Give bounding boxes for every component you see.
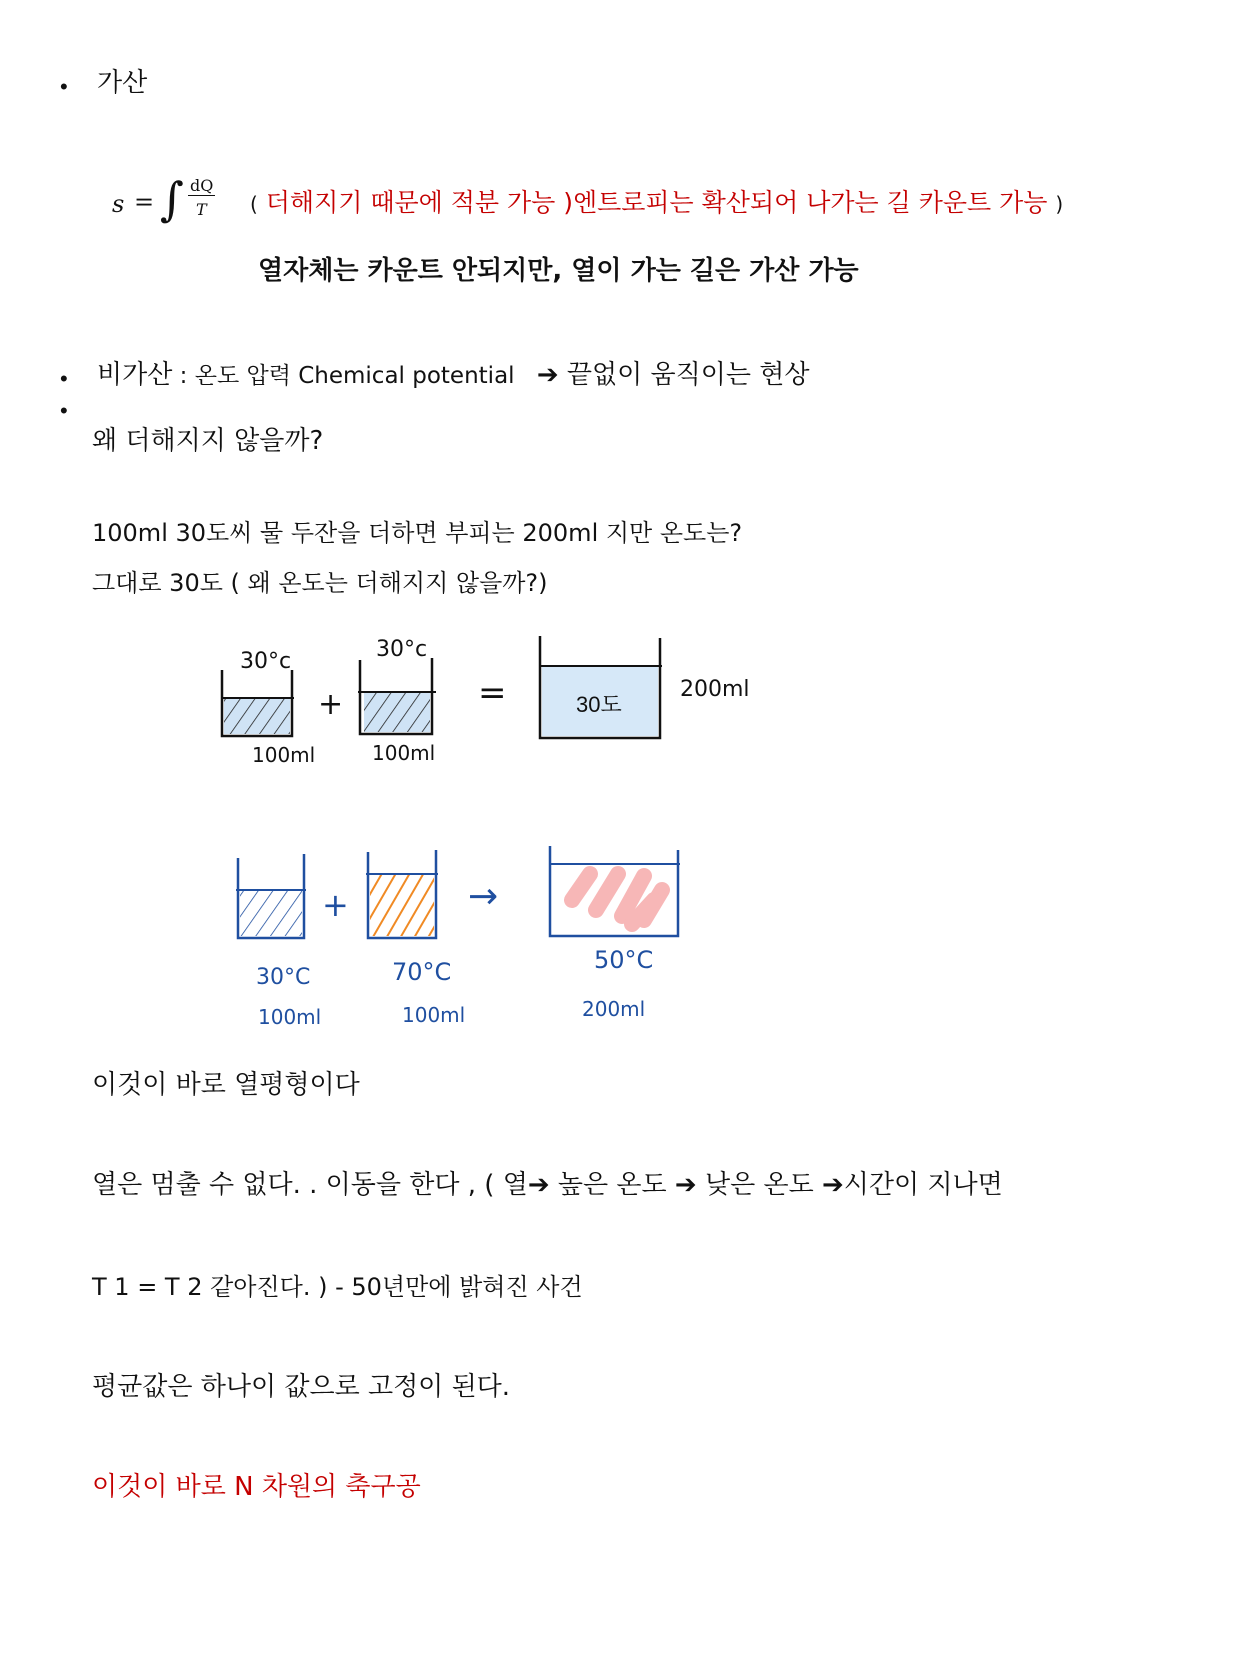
- nonadditive-label: 비가산: [97, 360, 173, 390]
- equilibrium-statement: 이것이 바로 열평형이다: [92, 1070, 360, 1100]
- result-temp-label: 30도: [576, 692, 622, 717]
- result-volume: 200ml: [680, 677, 750, 702]
- cup1-volume: 100ml: [252, 743, 316, 767]
- question-line: 왜 더해지지 않을까?: [92, 426, 324, 456]
- formula-numerator: dQ: [190, 176, 214, 195]
- plus-sign: +: [318, 687, 344, 722]
- formula-note: [250, 186, 1063, 221]
- mixing-diagram-same-temp: [200, 630, 820, 780]
- hot-cup-temp: 70°C: [392, 958, 452, 986]
- bold-statement: 열자체는 카운트 안되지만, 열이 가는 길은 가산 가능: [258, 256, 859, 286]
- right-arrow-icon: ➔: [674, 1170, 697, 1200]
- average-statement: 평균값은 하나이 값으로 고정이 된다.: [92, 1372, 511, 1402]
- result-container: [540, 636, 662, 738]
- heat-flow-line-1: [92, 1168, 1003, 1202]
- formula-denominator: T: [196, 200, 207, 219]
- cold-cup-volume: 100ml: [258, 1005, 322, 1029]
- cup-1: [222, 670, 294, 736]
- example-line-2: 그대로 30도 ( 왜 온도는 더해지지 않을까?): [92, 569, 548, 597]
- mixing-diagram-diff-temp: [220, 840, 700, 1040]
- plus-sign: +: [322, 886, 349, 924]
- additive-heading: 가산: [97, 68, 148, 98]
- bullet-dot: •: [60, 74, 68, 99]
- formula-lhs: s: [112, 190, 125, 218]
- bullet-dot: •: [60, 398, 68, 423]
- right-arrow-icon: ➔: [536, 360, 559, 390]
- formula-red-note: 더해지기 때문에 적분 가능 )엔트로피는 확산되어 나가는 길 카운트 가능: [265, 188, 1048, 217]
- hot-cup: [366, 850, 438, 938]
- cup2-volume: 100ml: [372, 741, 436, 765]
- heat-flow-text-1: 열은 멈출 수 없다. . 이동을 한다 , ( 열: [92, 1170, 528, 1200]
- formula-eq: =: [134, 188, 155, 216]
- warm-water-marks: [572, 874, 662, 924]
- example-line-1: 100ml 30도씨 물 두잔을 더하면 부피는 200ml 지만 온도는?: [92, 519, 743, 547]
- bullet-dot: •: [60, 366, 68, 391]
- equals-sign: =: [478, 673, 507, 713]
- paren-open: (: [250, 192, 258, 216]
- hot-cup-volume: 100ml: [402, 1003, 466, 1027]
- right-arrow-icon: ➔: [821, 1170, 844, 1200]
- mixed-volume: 200ml: [582, 997, 646, 1021]
- nonadditive-desc: 끝없이 움직이는 현상: [566, 360, 810, 390]
- nonadditive-props: : 온도 압력 Chemical potential: [172, 363, 515, 389]
- mixed-temp: 50°C: [594, 946, 654, 974]
- heat-flow-text-4: 시간이 지나면: [843, 1170, 1003, 1200]
- formula-integral: ∫: [160, 172, 184, 226]
- cold-cup: [236, 854, 306, 938]
- right-arrow-icon: ➔: [527, 1170, 550, 1200]
- right-arrow-icon: →: [468, 876, 499, 917]
- paren-close: ): [1055, 192, 1064, 216]
- cup1-temp: 30°c: [240, 649, 292, 674]
- cup-2: [358, 658, 436, 734]
- heat-flow-line-2: T 1 = T 2 같아진다. ) - 50년만에 밝혀진 사건: [92, 1273, 583, 1301]
- cup2-temp: 30°c: [376, 637, 428, 662]
- conclusion-statement: 이것이 바로 N 차원의 축구공: [92, 1472, 421, 1502]
- cold-cup-temp: 30°C: [256, 965, 311, 990]
- heat-flow-text-2: 높은 온도: [549, 1170, 667, 1200]
- nonadditive-line: [97, 358, 809, 393]
- mixed-container: [550, 846, 680, 936]
- heat-flow-text-3: 낮은 온도: [696, 1170, 822, 1200]
